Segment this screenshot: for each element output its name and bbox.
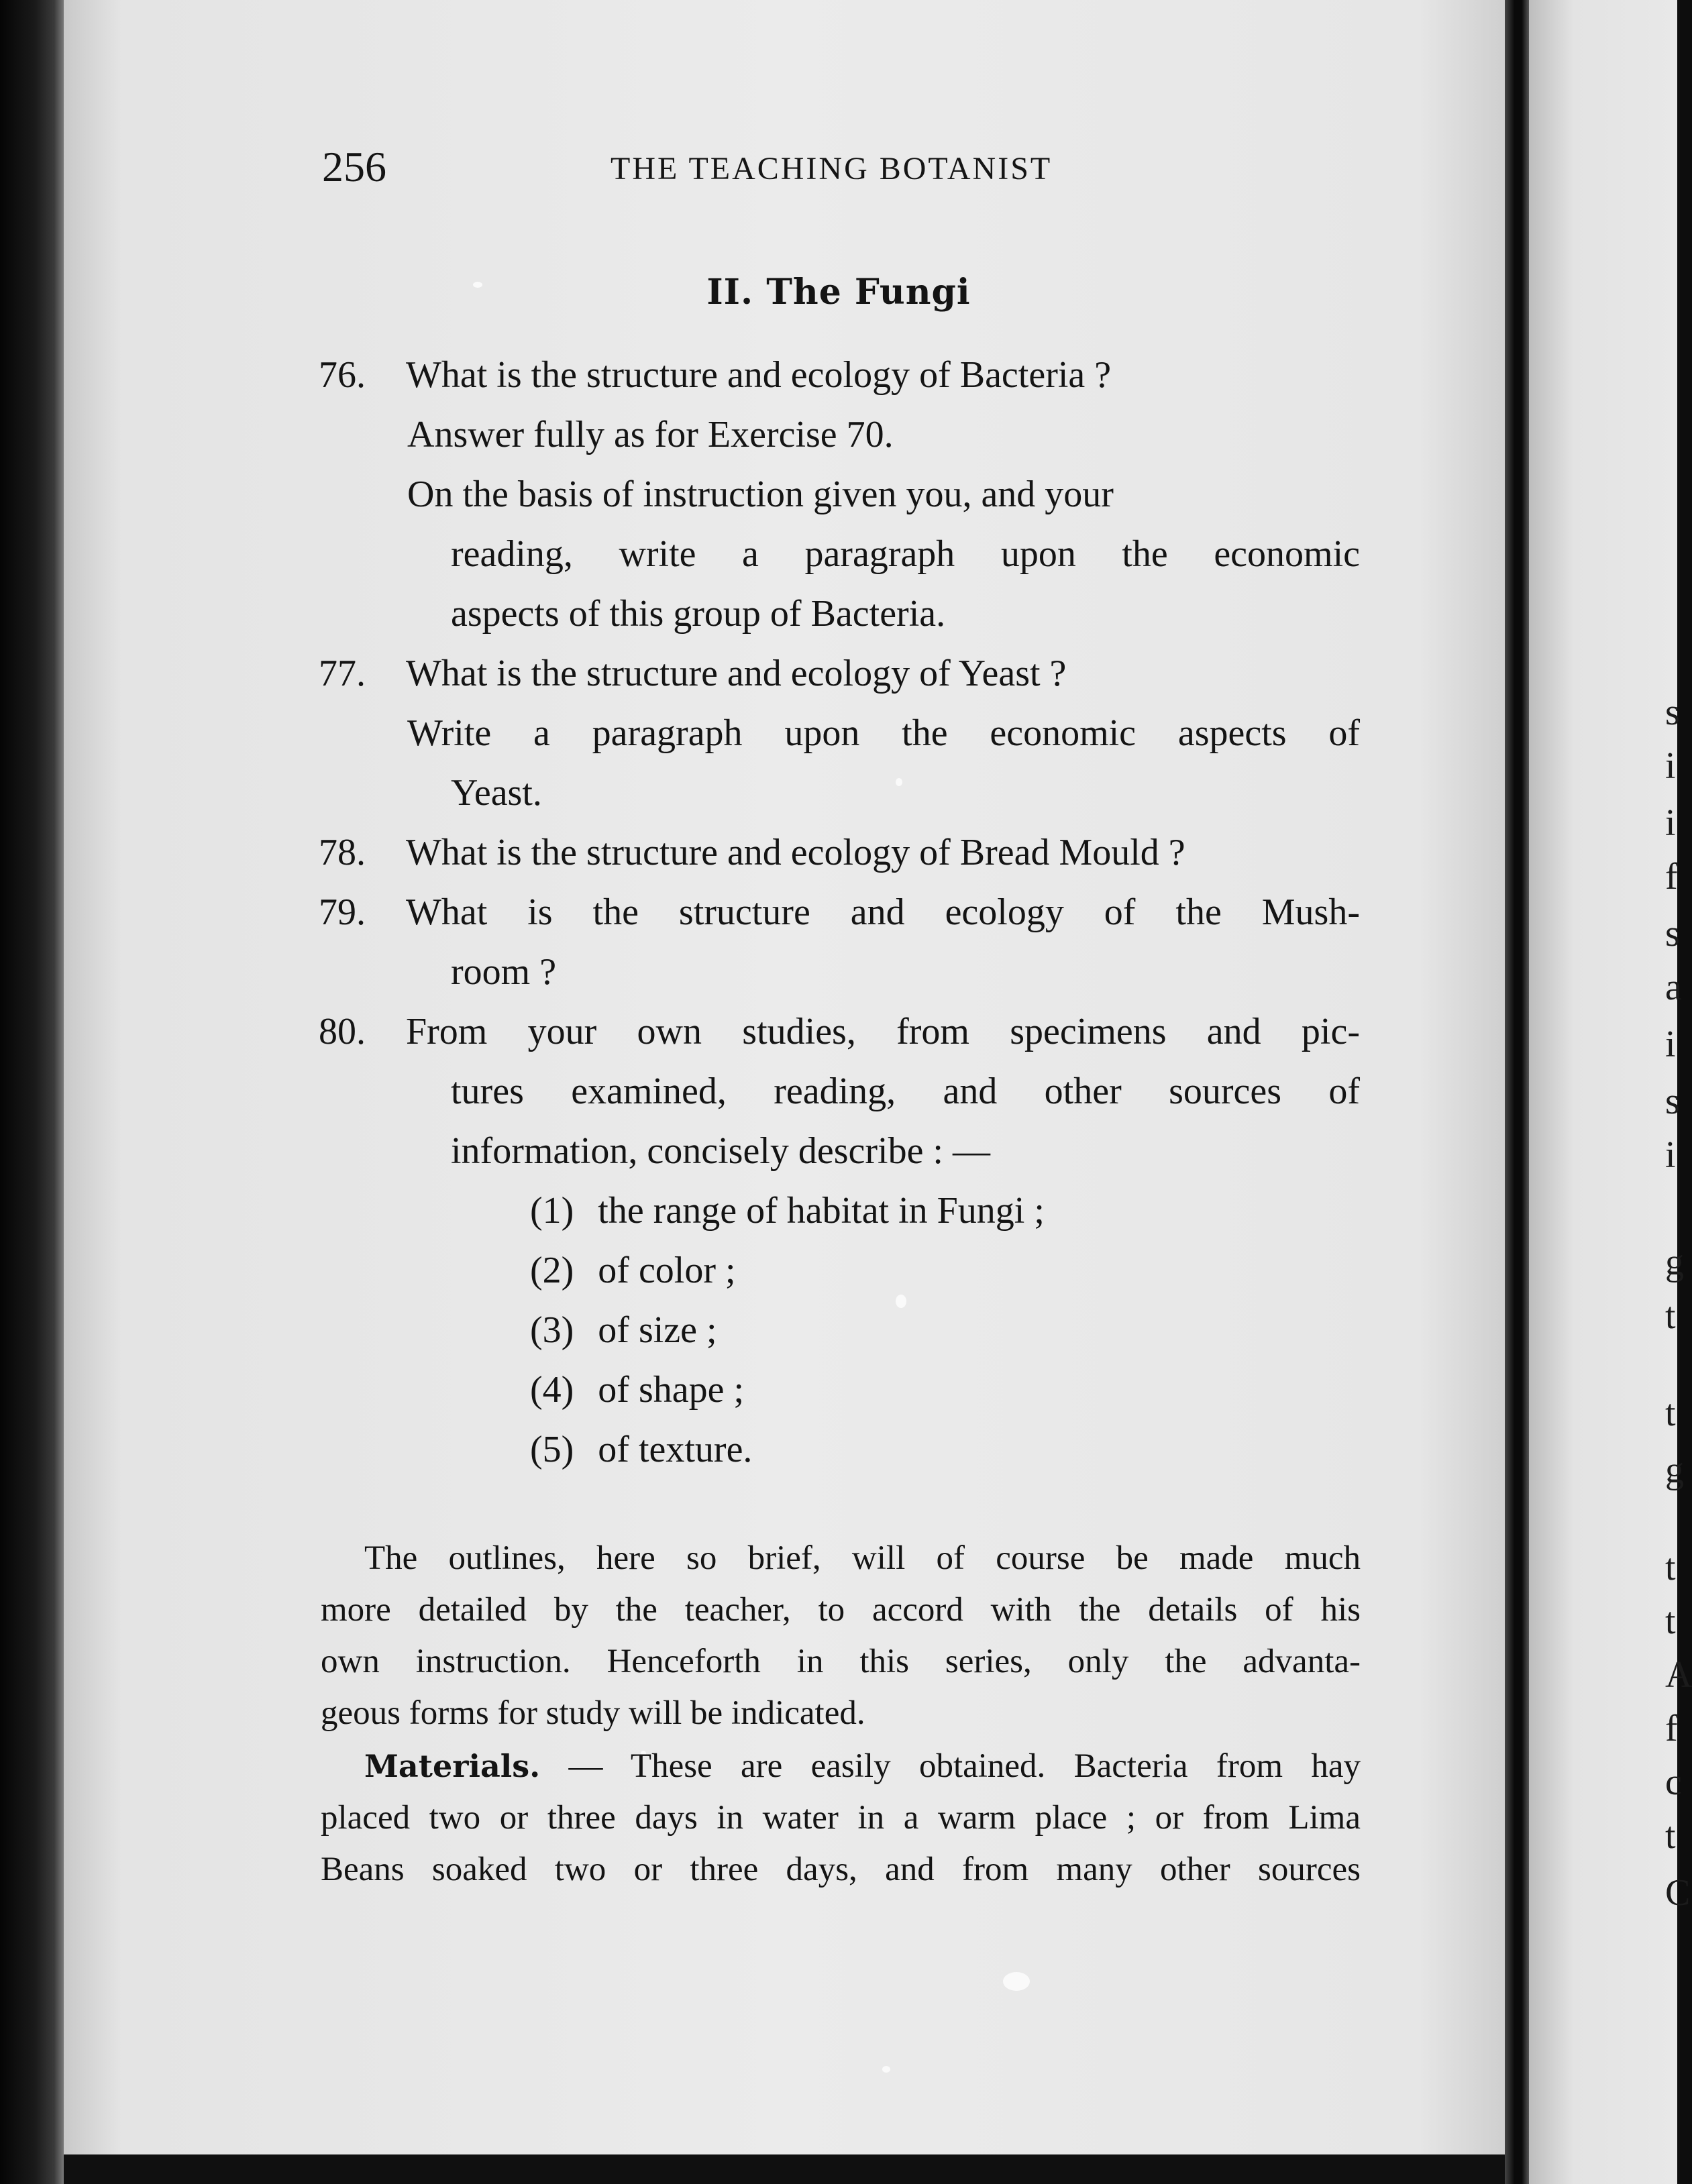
list-item xyxy=(530,1241,1045,1301)
exercise-number: 79. xyxy=(319,891,366,933)
page-number: 256 xyxy=(322,143,386,190)
text-line: more detailed by the teacher, to accord with the details of his xyxy=(321,1591,1361,1629)
facing-page-glyph: g xyxy=(1665,1242,1684,1283)
list-item-number: (3) xyxy=(530,1309,574,1351)
facing-page-glyph: a xyxy=(1665,967,1682,1008)
facing-page-glyph: i xyxy=(1665,802,1676,844)
list-item xyxy=(530,1360,1045,1420)
list-item-number: (5) xyxy=(530,1429,574,1470)
list-item-text: of texture. xyxy=(598,1429,753,1470)
exercise-question: What is the structure and ecology of Yeast ? xyxy=(406,653,1067,694)
running-title: THE TEACHING BOTANIST xyxy=(611,151,1053,186)
list-item-text: of color ; xyxy=(598,1250,736,1291)
text-line xyxy=(321,1741,1361,1792)
list-item-text: of size ; xyxy=(598,1309,717,1351)
text-line: On the basis of instruction given you, and your xyxy=(407,474,1114,515)
facing-page-glyph: s xyxy=(1665,1081,1680,1122)
materials-label: Materials. xyxy=(364,1748,541,1784)
materials-paragraph xyxy=(321,1741,1361,1896)
list-item xyxy=(530,1420,1045,1480)
list-item xyxy=(530,1301,1045,1360)
book-gutter xyxy=(1505,0,1529,2184)
facing-page-glyph: t xyxy=(1665,1547,1676,1588)
facing-page-glyph: c xyxy=(1665,1761,1682,1803)
exercise-number: 76. xyxy=(319,354,366,396)
text-run: — These are easily obtained. Bacteria from hay xyxy=(540,1747,1361,1785)
exercise-76-paragraph-line-3: aspects of this group of Bacteria. xyxy=(451,593,946,635)
exercise-76-instruction: Answer fully as for Exercise 70. xyxy=(407,414,894,455)
text-line: own instruction. Henceforth in this series, only the advanta- xyxy=(321,1643,1361,1680)
facing-page-glyph: t xyxy=(1665,1393,1676,1434)
facing-page-glyph: i xyxy=(1665,745,1676,787)
exercise-number: 78. xyxy=(319,832,366,873)
page-bottom-shadow xyxy=(64,2154,1505,2184)
facing-page-glyph: f xyxy=(1665,1708,1678,1749)
facing-page-glyph: t xyxy=(1665,1295,1676,1337)
exercise-question-line-1: What is the structure and ecology of the Mush- xyxy=(406,891,1360,933)
facing-page-glyph: s xyxy=(1665,913,1680,954)
facing-page-glyph: s xyxy=(1665,692,1680,733)
facing-page-glyph: i xyxy=(1665,1024,1676,1065)
facing-page-glyph: A xyxy=(1665,1654,1692,1696)
text-line: Beans soaked two or three days, and from many other sources xyxy=(321,1851,1361,1888)
running-head xyxy=(322,142,1077,203)
exercise-question: What is the structure and ecology of Bread Mould ? xyxy=(406,832,1185,873)
exercise-76-paragraph-line-2: reading, write a paragraph upon the economic xyxy=(451,533,1360,575)
exercise-number: 80. xyxy=(319,1011,366,1052)
list-item xyxy=(530,1181,1045,1241)
exercise-text-line-1: From your own studies, from specimens and pic- xyxy=(406,1011,1360,1052)
facing-page-glyph: t xyxy=(1665,1815,1676,1857)
list-item-text: of shape ; xyxy=(598,1369,745,1411)
facing-page-glyph: C xyxy=(1665,1872,1691,1914)
exercise-77-paragraph-line-2: Yeast. xyxy=(451,772,542,814)
facing-page-glyph: i xyxy=(1665,1134,1676,1176)
exercise-76-paragraph-line-1 xyxy=(407,465,1360,525)
exercise-number: 77. xyxy=(319,653,366,694)
facing-page-glyph: f xyxy=(1665,856,1678,897)
list-item-text: the range of habitat in Fungi ; xyxy=(598,1190,1045,1232)
text-line: geous forms for study will be indicated. xyxy=(321,1694,865,1732)
facing-page-glyph: t xyxy=(1665,1600,1676,1642)
facing-page-edge xyxy=(1529,0,1677,2184)
exercise-80-line-3: information, concisely describe : — xyxy=(451,1130,990,1172)
exercise-79-question-line-2: room ? xyxy=(451,951,557,993)
exercise-77-paragraph-line-1: Write a paragraph upon the economic aspects of xyxy=(407,712,1360,754)
justified-line xyxy=(407,465,1360,525)
list-item-number: (1) xyxy=(530,1190,574,1232)
list-item-number: (4) xyxy=(530,1369,574,1411)
notes-paragraph xyxy=(321,1533,1361,1739)
exercise-question: What is the structure and ecology of Bacteria ? xyxy=(406,354,1112,396)
section-heading: II. The Fungi xyxy=(706,272,971,313)
book-spine-left xyxy=(0,0,64,2184)
text-line: The outlines, here so brief, will of course be made much xyxy=(364,1539,1361,1577)
list-item-number: (2) xyxy=(530,1250,574,1291)
text-line: placed two or three days in water in a warm place ; or from Lima xyxy=(321,1799,1361,1837)
exercise-80-line-2: tures examined, reading, and other sources of xyxy=(451,1071,1360,1112)
facing-page-glyph: g xyxy=(1665,1450,1684,1491)
fungi-aspect-list xyxy=(530,1181,1045,1480)
